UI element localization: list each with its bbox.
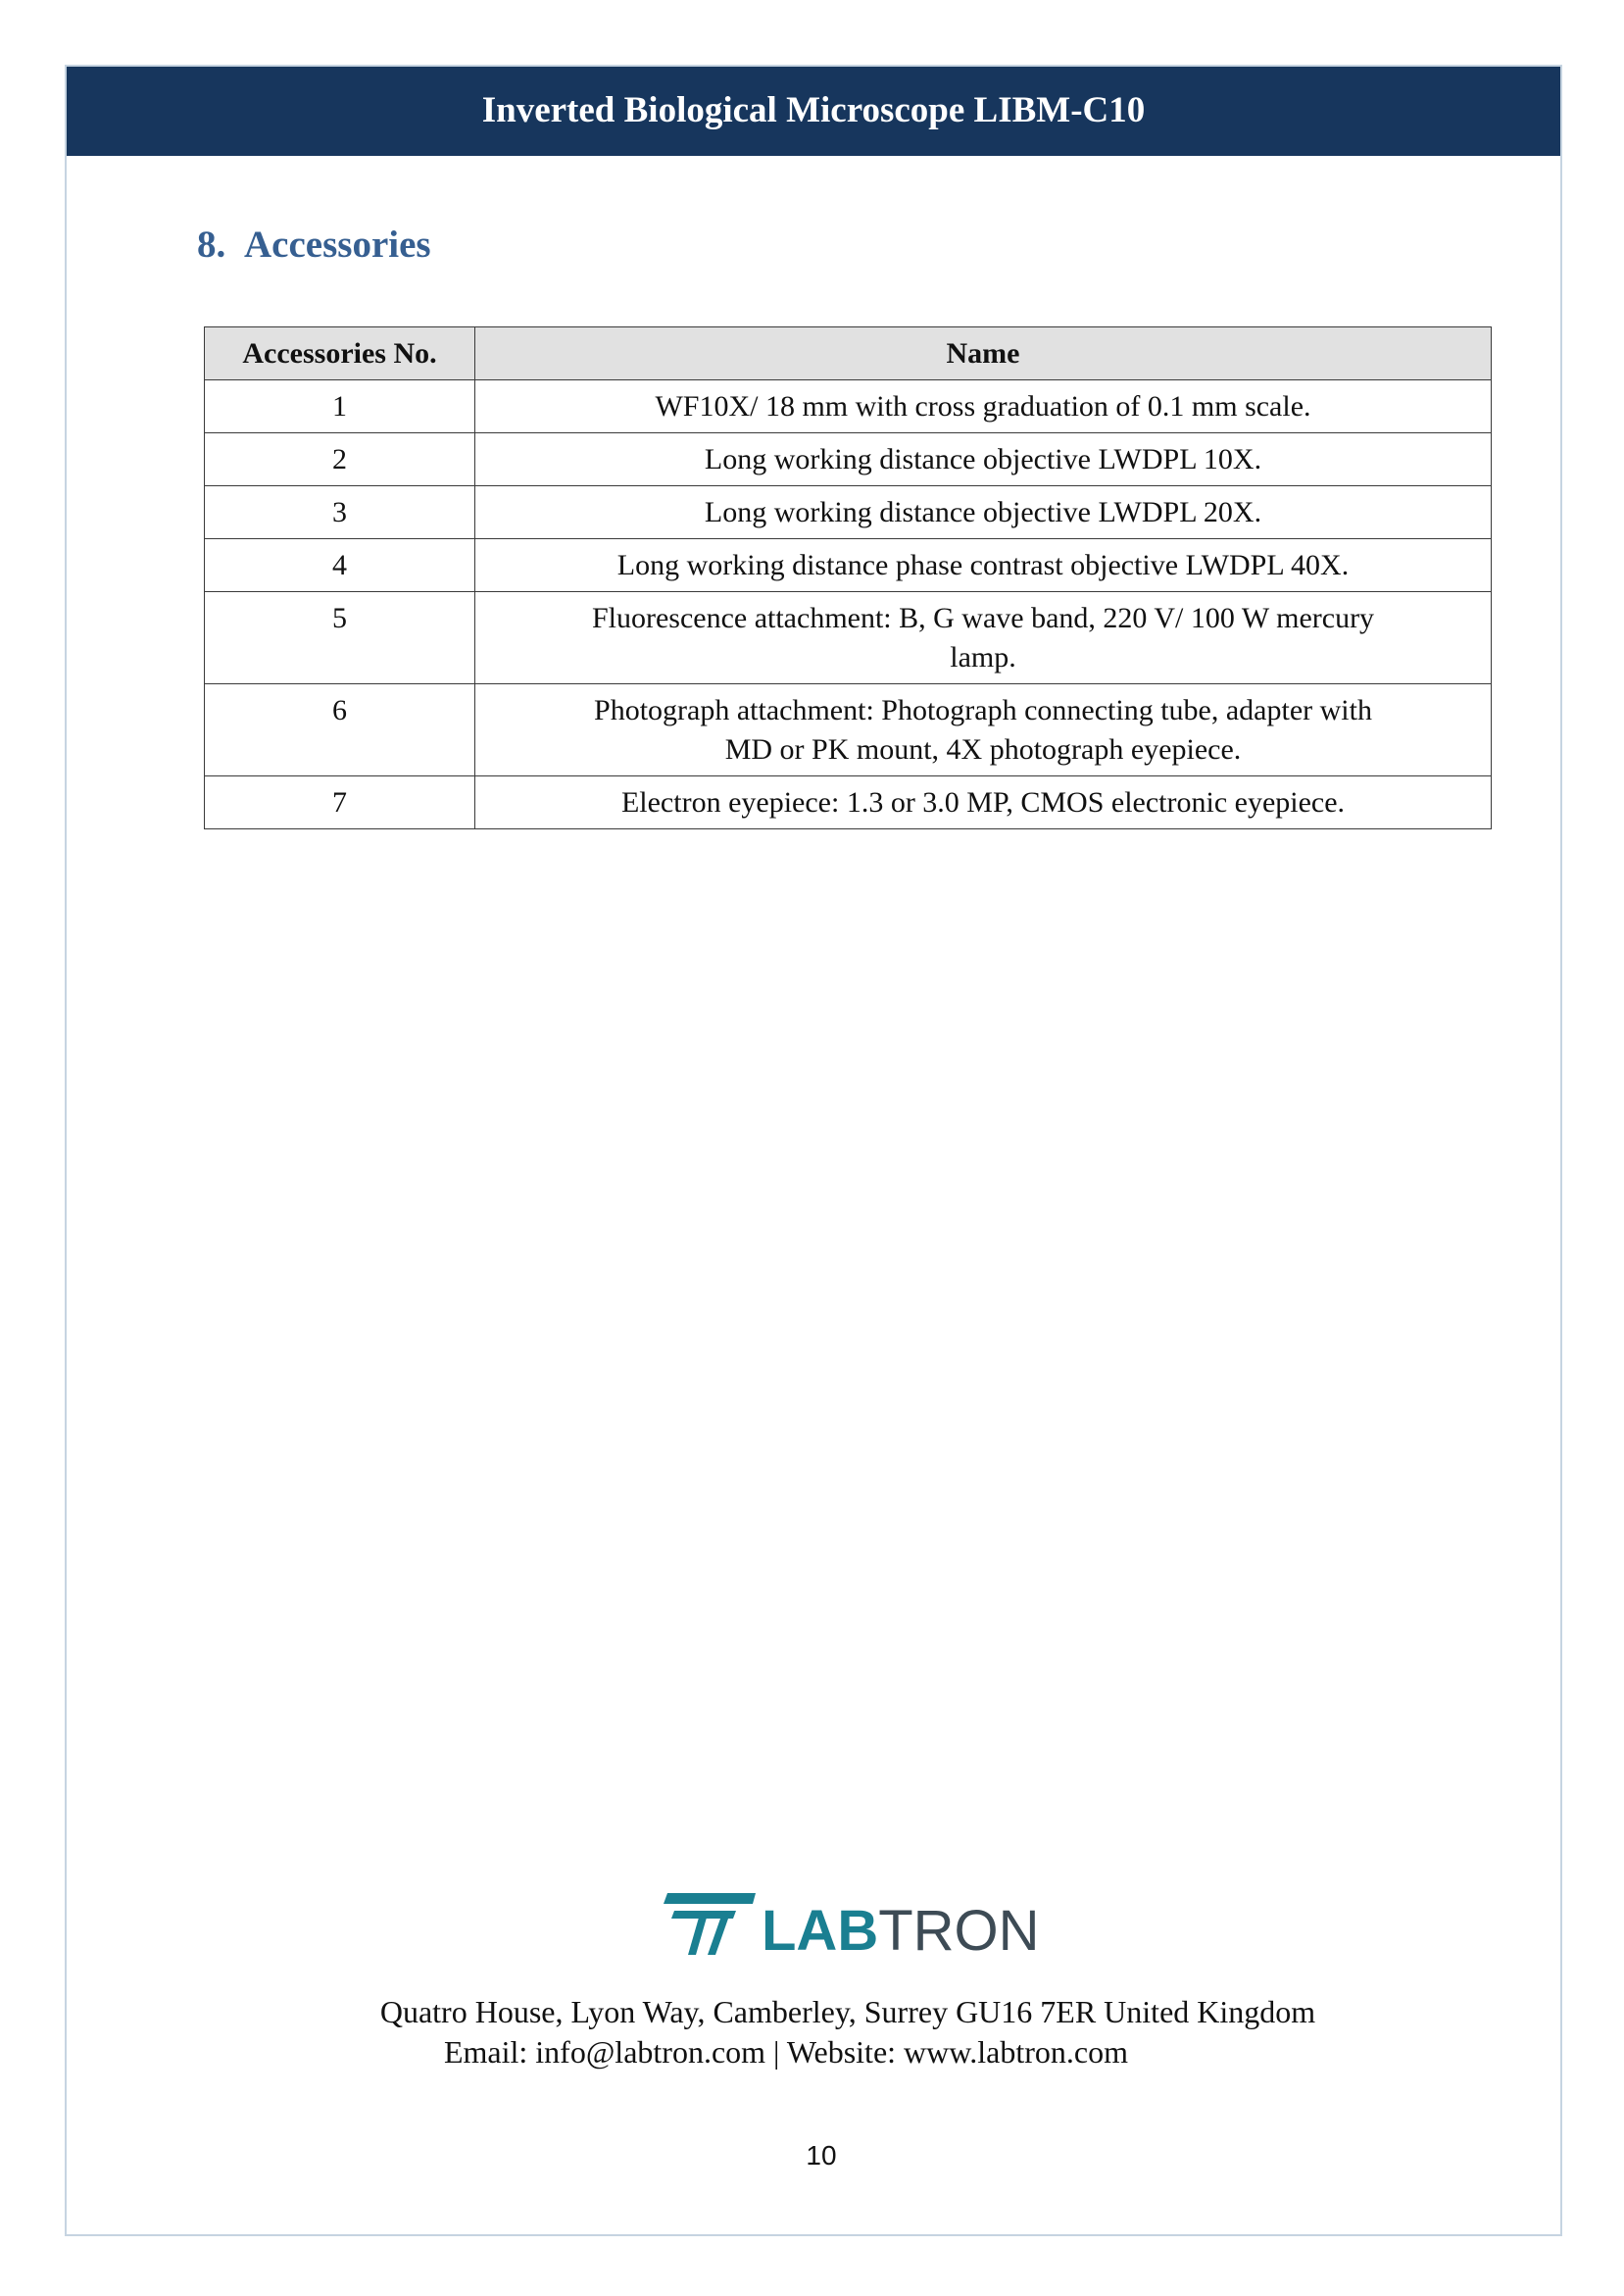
table-row: [205, 380, 1492, 433]
company-contact: Email: info@labtron.com | Website: www.labtron.com: [443, 2034, 1129, 2070]
section-number: 8.: [197, 224, 226, 266]
accessory-name-cell: [475, 486, 1492, 539]
column-header-name: Name: [475, 327, 1492, 380]
accessory-name: Fluorescence attachment: B, G wave band, 220 V/ 100 W mercury lamp.: [591, 602, 1375, 674]
table-row: [205, 592, 1492, 684]
accessory-number: 3: [205, 486, 475, 539]
accessory-number: 7: [205, 776, 475, 829]
accessory-name-cell: [475, 433, 1492, 486]
table-row: [205, 776, 1492, 829]
company-address: Quatro House, Lyon Way, Camberley, Surrey GU16 7ER United Kingdom: [379, 1994, 1316, 2029]
accessory-name-cell: [475, 684, 1492, 776]
accessory-name: Photograph attachment: Photograph connecting tube, adapter with MD or PK mount, 4X photograph eyepiece.: [594, 694, 1372, 766]
table-row: [205, 539, 1492, 592]
labtron-logo-icon: [662, 1892, 760, 1957]
document-header-bar: [65, 65, 1562, 156]
table-header-row: [205, 327, 1492, 380]
accessory-name-cell: [475, 592, 1492, 684]
accessory-number: 6: [205, 684, 475, 776]
document-title: Inverted Biological Microscope LIBM-C10: [481, 90, 1146, 130]
table-row: [205, 433, 1492, 486]
accessory-name: Electron eyepiece: 1.3 or 3.0 MP, CMOS electronic eyepiece.: [620, 786, 1346, 819]
accessory-name: WF10X/ 18 mm with cross graduation of 0.1 mm scale.: [655, 390, 1311, 423]
accessory-number: 4: [205, 539, 475, 592]
accessory-number: 2: [205, 433, 475, 486]
table-row: [205, 684, 1492, 776]
accessory-name: Long working distance objective LWDPL 10X.: [704, 443, 1262, 475]
accessory-name: Long working distance phase contrast objective LWDPL 40X.: [616, 549, 1350, 581]
accessory-number: 5: [205, 592, 475, 684]
logo-lab-text: LAB: [762, 1899, 879, 1963]
accessory-name: Long working distance objective LWDPL 20X.: [704, 496, 1262, 528]
accessory-name-cell: [475, 539, 1492, 592]
accessories-table: [204, 326, 1492, 829]
page-number: 10: [806, 2140, 837, 2171]
accessory-name-cell: [475, 380, 1492, 433]
accessory-name-cell: [475, 776, 1492, 829]
table-row: [205, 486, 1492, 539]
accessory-number: 1: [205, 380, 475, 433]
labtron-logo-wordmark: [762, 1899, 1040, 1963]
logo-tron-text: TRON: [878, 1899, 1040, 1963]
section-title: Accessories: [244, 224, 431, 266]
column-header-accessories-no: Accessories No.: [205, 327, 475, 380]
